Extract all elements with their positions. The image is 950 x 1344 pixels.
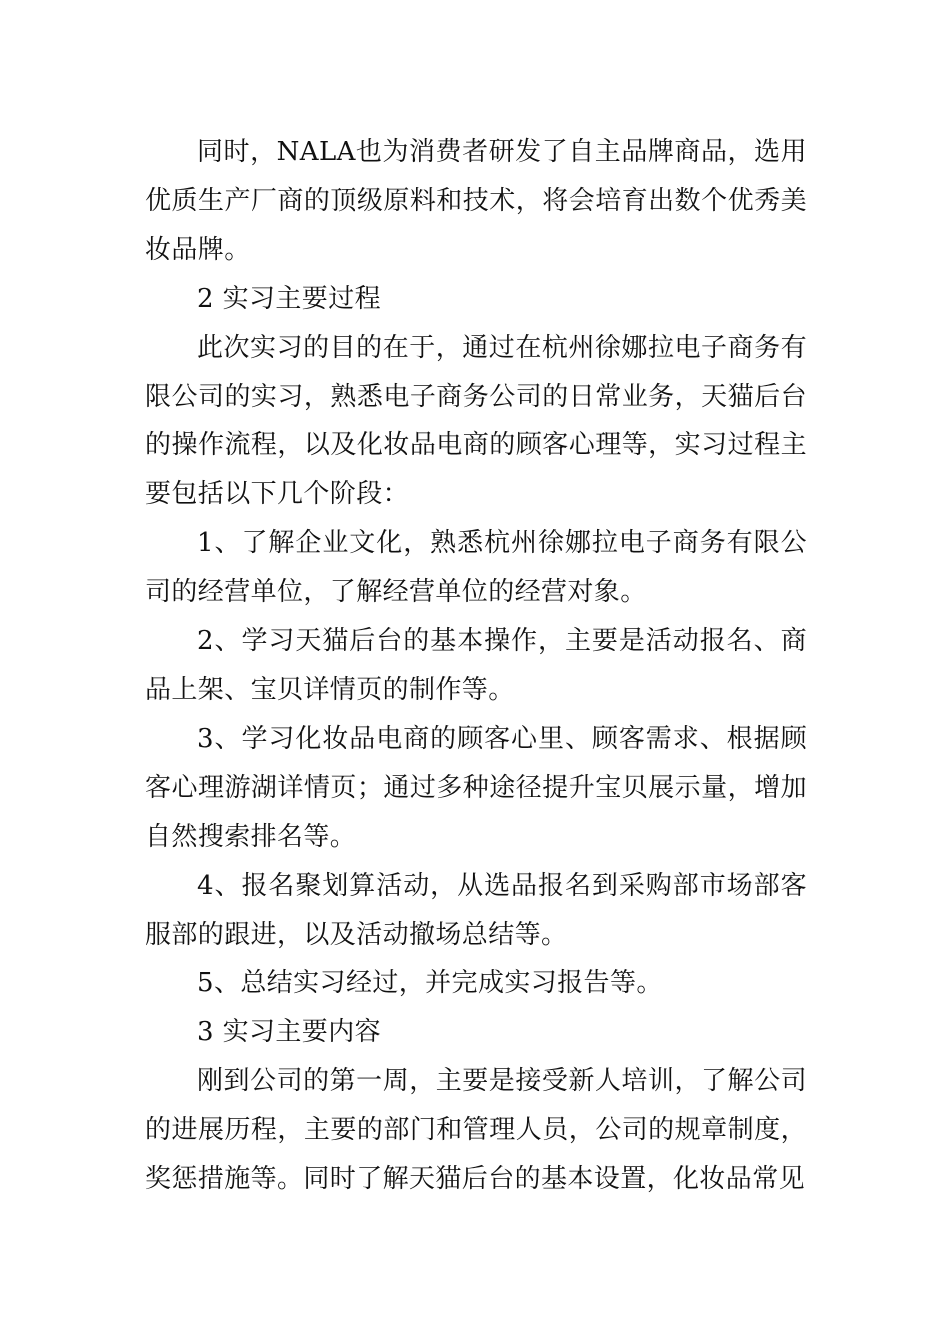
list-item-stage-5: 5、总结实习经过，并完成实习报告等。 xyxy=(197,968,663,999)
list-item-stage-3: 3、学习化妆品电商的顾客心里、顾客需求、根据顾客心理游湖详情页；通过多种途径提升宝贝展示量，增加自然搜索排名等。 xyxy=(145,723,807,852)
document-body xyxy=(145,128,807,1204)
section-heading-internship-content: 3 实习主要内容 xyxy=(197,1017,382,1048)
section-heading-internship-process: 2 实习主要过程 xyxy=(197,283,382,314)
list-item-stage-4: 4、报名聚划算活动，从选品报名到采购部市场部客服部的跟进，以及活动撤场总结等。 xyxy=(145,870,807,950)
list-item-stage-2: 2、学习天猫后台的基本操作，主要是活动报名、商品上架、宝贝详情页的制作等。 xyxy=(145,626,807,705)
paragraph-first-week: 刚到公司的第一周，主要是接受新人培训，了解公司的进展历程，主要的部门和管理人员，公司的规章制度，奖惩措施等。同时了解天猫后台的基本设置，化妆品常见 xyxy=(145,1066,807,1195)
paragraph-internship-purpose: 此次实习的目的在于，通过在杭州徐娜拉电子商务有限公司的实习，熟悉电子商务公司的日常业务，天猫后台的操作流程，以及化妆品电商的顾客心理等，实习过程主要包括以下几个阶段： xyxy=(145,332,807,510)
paragraph-nala-brand: 同时，NALA也为消费者研发了自主品牌商品，选用优质生产厂商的顶级原料和技术，将会培育出数个优秀美妆品牌。 xyxy=(145,137,807,265)
list-item-stage-1: 1、了解企业文化，熟悉杭州徐娜拉电子商务有限公司的经营单位，了解经营单位的经营对象。 xyxy=(145,528,807,608)
